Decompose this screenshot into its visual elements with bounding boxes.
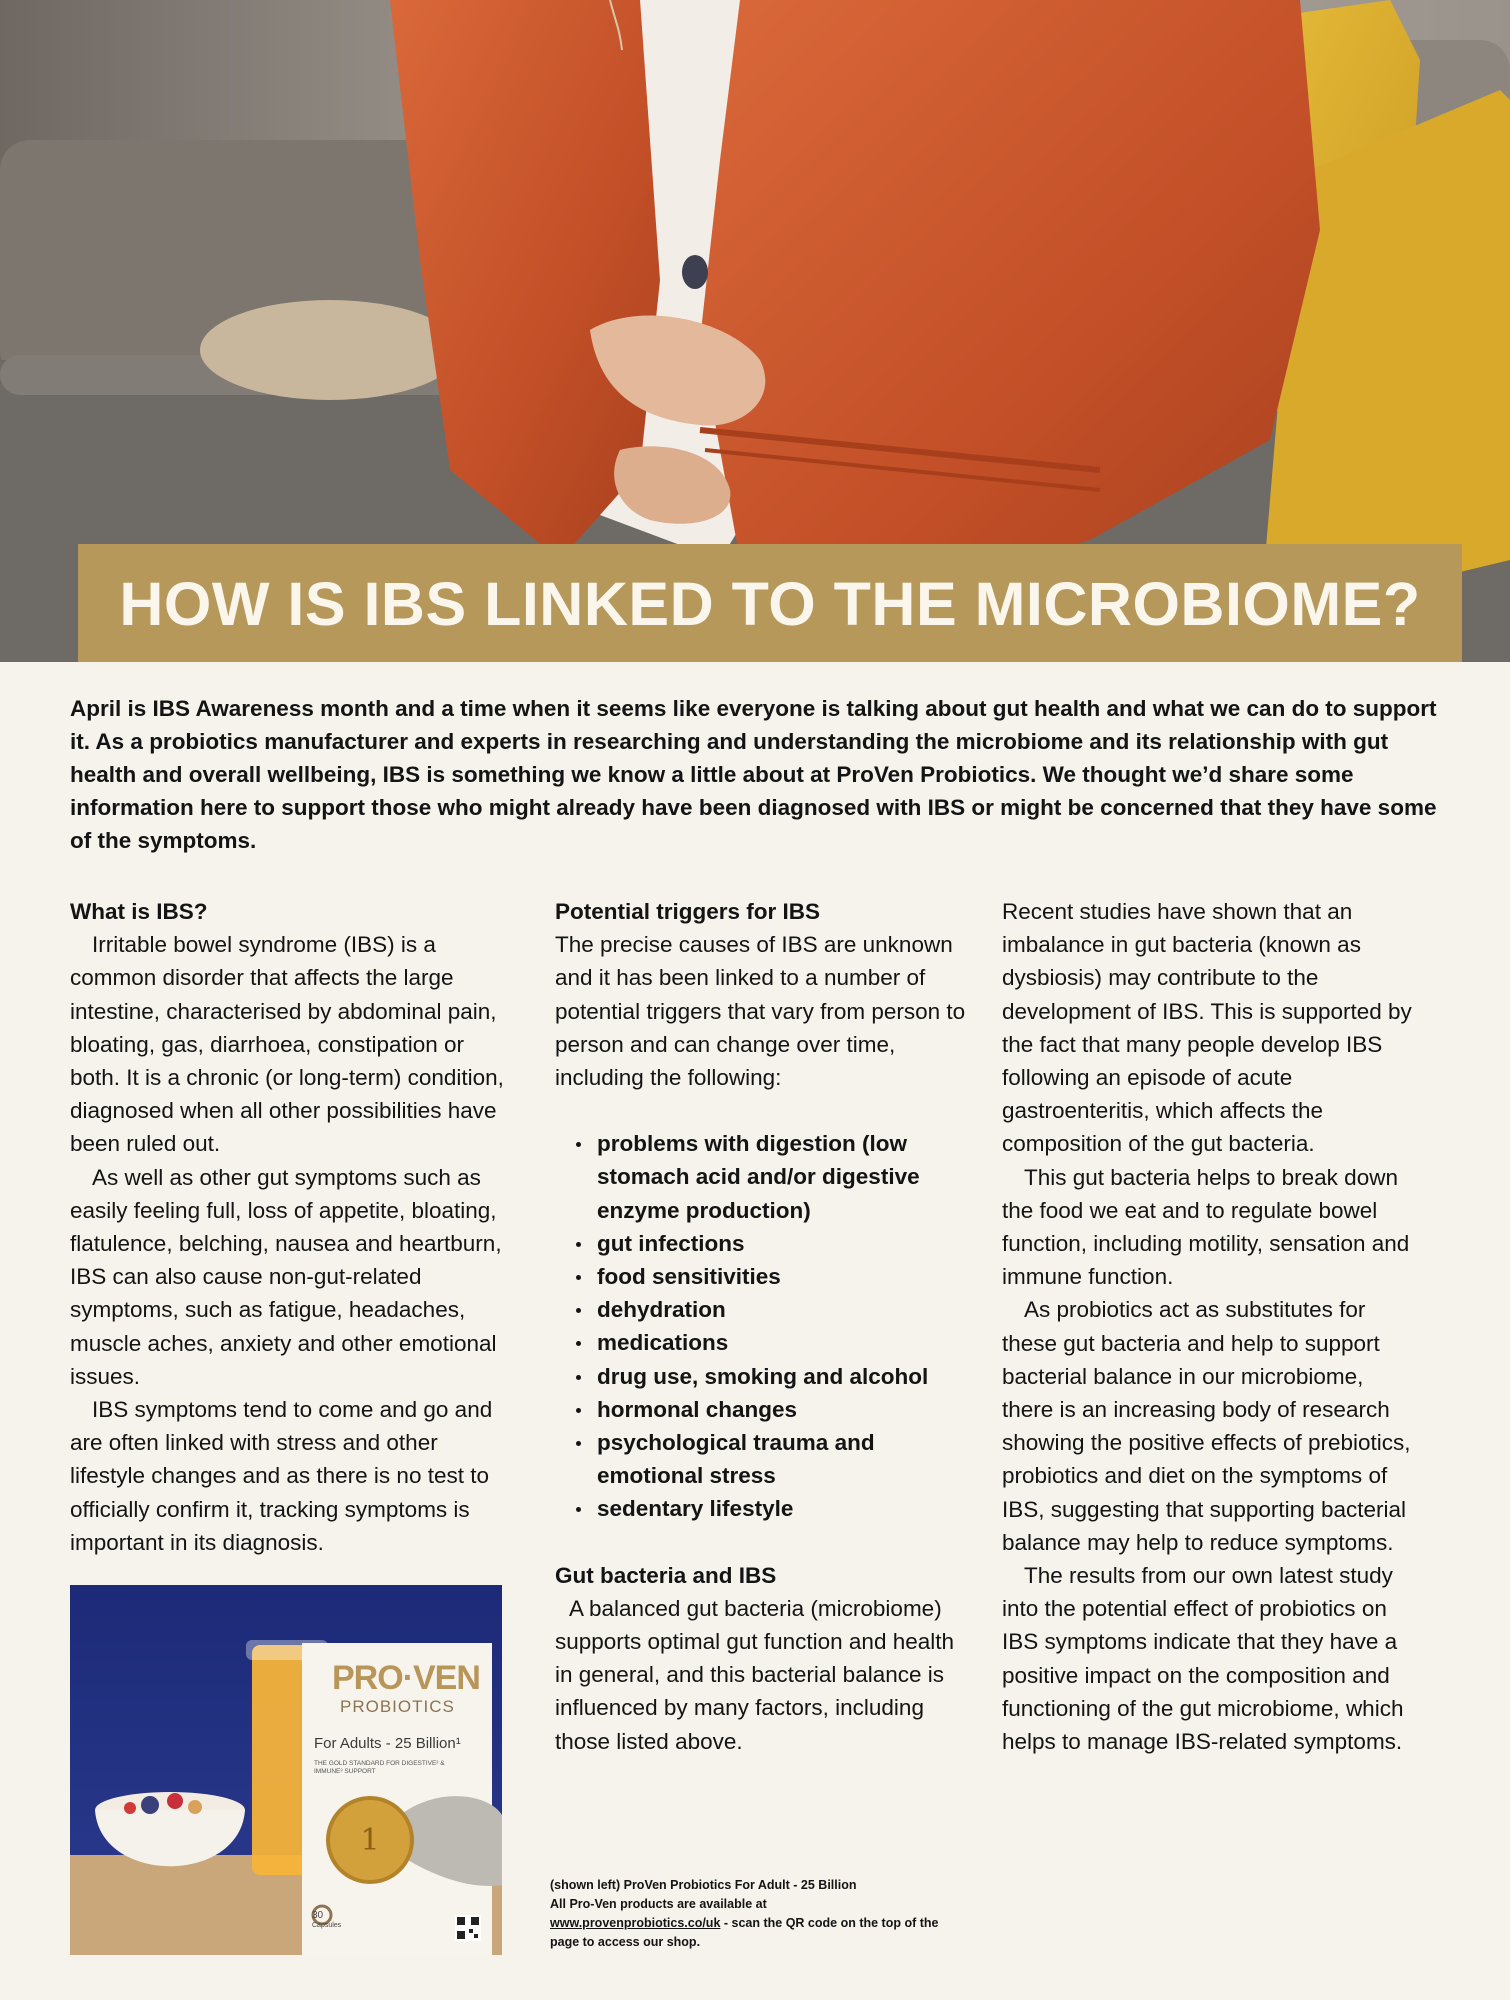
list-item: food sensitivities bbox=[555, 1260, 970, 1293]
list-item: psychological trauma and emotional stress bbox=[555, 1426, 970, 1492]
body-paragraph: As probiotics act as substitutes for these gut bacteria and help to support bacterial balance in our microbiome, there is an increasing body of research showing the positive effects of prebiotics, probiotics and diet on the symptoms of IBS, suggesting that supporting bacterial balance may help to reduce symptoms. bbox=[1002, 1297, 1411, 1555]
box-tagline: THE GOLD STANDARD FOR DIGESTIVE² & IMMUNE³ SUPPORT bbox=[314, 1760, 445, 1775]
triggers-list bbox=[555, 1127, 970, 1525]
box-strength: For Adults - 25 Billion¹ bbox=[314, 1735, 461, 1752]
box-count-number: 30 bbox=[312, 1910, 324, 1921]
section-heading: Gut bacteria and IBS bbox=[555, 1562, 777, 1588]
column-what-is-ibs bbox=[70, 895, 518, 1559]
body-paragraph: The precise causes of IBS are unknown and it has been linked to a number of potential triggers that vary from person to person and can change over time, including the following: bbox=[555, 932, 966, 1091]
body-paragraph: A balanced gut bacteria (microbiome) supports optimal gut function and health in general, and this bacterial balance is influenced by many factors, including those listed above. bbox=[555, 1595, 955, 1754]
photo-caption bbox=[550, 1876, 970, 1952]
shop-link[interactable]: www.provenprobiotics.co/uk bbox=[550, 1916, 721, 1930]
product-photo bbox=[70, 1585, 502, 1955]
list-item: gut infections bbox=[555, 1227, 970, 1260]
box-brand: PRO·VEN bbox=[332, 1659, 480, 1697]
caption-text: - scan the QR code on the top of the page to access our shop. bbox=[550, 1916, 939, 1949]
section-heading: What is IBS? bbox=[70, 899, 208, 924]
box-subtitle: PROBIOTICS bbox=[340, 1697, 455, 1716]
page-title: HOW IS IBS LINKED TO THE MICROBIOME? bbox=[119, 570, 1421, 638]
svg-text:1: 1 bbox=[360, 1823, 380, 1858]
body-paragraph: This gut bacteria helps to break down the food we eat and to regulate bowel function, including motility, sensation and immune function. bbox=[1002, 1164, 1410, 1290]
qr-code-icon bbox=[455, 1915, 481, 1941]
list-item: sedentary lifestyle bbox=[555, 1492, 970, 1525]
body-paragraph: The results from our own latest study into the potential effect of probiotics on IBS symptoms indicate that they have a positive impact on the composition and functioning of the gut microbiome, which helps to manage IBS-related symptoms. bbox=[1002, 1563, 1404, 1755]
caption-line: All Pro-Ven products are available at bbox=[550, 1897, 767, 1911]
body-paragraph: As well as other gut symptoms such as easily feeling full, loss of appetite, bloating, flatulence, belching, nausea and heartburn, IBS can also cause non-gut-related symptoms, such as fatigue, headaches, muscle aches, anxiety and other emotional issues. bbox=[70, 1164, 502, 1389]
column-research bbox=[1002, 895, 1417, 1758]
list-item: medications bbox=[555, 1326, 970, 1359]
title-band bbox=[78, 544, 1462, 662]
box-count-label: Capsules bbox=[312, 1922, 342, 1929]
body-paragraph: Recent studies have shown that an imbalance in gut bacteria (known as dysbiosis) may contribute to the development of IBS. This is supported by the fact that many people develop IBS following an episode of acute gastroenteritis, which affects the composition of the gut bacteria. bbox=[1002, 899, 1412, 1157]
column-triggers bbox=[555, 895, 970, 1758]
body-paragraph: Irritable bowel syndrome (IBS) is a common disorder that affects the large intestine, characterised by abdominal pain, bloating, gas, diarrhoea, constipation or both. It is a chronic (or long-term) condition, diagnosed when all other possibilities have been ruled out. bbox=[70, 932, 504, 1157]
body-paragraph: IBS symptoms tend to come and go and are often linked with stress and other lifestyle changes and as there is no test to officially confirm it, tracking symptoms is important in its diagnosis. bbox=[70, 1397, 493, 1555]
caption-line bbox=[550, 1914, 970, 1952]
list-item: problems with digestion (low stomach acid and/or digestive enzyme production) bbox=[555, 1127, 970, 1227]
hero-photo bbox=[0, 0, 1510, 662]
list-item: hormonal changes bbox=[555, 1393, 970, 1426]
caption-line: (shown left) ProVen Probiotics For Adult - 25 Billion bbox=[550, 1878, 857, 1892]
intro-paragraph: April is IBS Awareness month and a time when it seems like everyone is talking about gut health and what we can do to support it. As a probiotics manufacturer and experts in researching and understanding the microbiome and its relationship with gut health and overall wellbeing, IBS is something we know a little about at ProVen Probiotics. We thought we’d share some information here to support those who might already have been diagnosed with IBS or might be concerned that they have some of the symptoms. bbox=[70, 696, 1437, 853]
list-item: drug use, smoking and alcohol bbox=[555, 1360, 970, 1393]
section-heading: Potential triggers for IBS bbox=[555, 899, 821, 924]
list-item: dehydration bbox=[555, 1293, 970, 1326]
box-count bbox=[312, 1911, 341, 1931]
